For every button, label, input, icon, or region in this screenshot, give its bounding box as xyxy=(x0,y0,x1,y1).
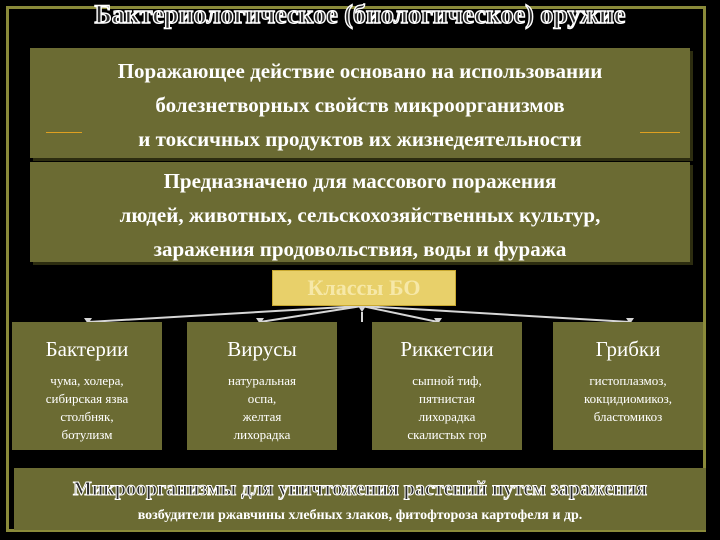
category-fungi xyxy=(553,322,703,450)
category-desc: гистоплазмоз, кокцидиомикоз, бластомикоз xyxy=(584,373,672,424)
page-title: Бактериологическое (биологическое) оружие xyxy=(94,0,626,29)
connector-bacteria xyxy=(88,306,362,322)
purpose-line: Предназначено для массового поражения xyxy=(163,169,557,193)
plant-pathogens-title: Микроорганизмы для уничтожения растений путем заражения xyxy=(72,478,648,500)
purpose-line: заражения продовольствия, воды и фуража xyxy=(153,237,567,261)
category-title: Бактерии xyxy=(45,337,129,361)
plant-pathogens-text: возбудители ржавчины хлебных злаков, фитофтороза картофеля и др. xyxy=(137,508,583,523)
category-title: Грибки xyxy=(595,337,661,361)
category-desc: сыпной тиф, пятнистая лихорадка скалистых гор xyxy=(407,373,487,442)
definition-line: болезнетворных свойств микроорганизмов xyxy=(155,93,565,117)
category-bacteria xyxy=(12,322,162,450)
category-viruses xyxy=(187,322,337,450)
kinds-label: Классы БО xyxy=(307,275,421,300)
category-desc: натуральная оспа, желтая лихорадка xyxy=(228,373,296,442)
category-title: Риккетсии xyxy=(400,337,494,361)
category-title: Вирусы xyxy=(227,337,297,361)
purpose-line: людей, животных, сельскохозяйственных культур, xyxy=(119,203,601,227)
definition-line: Поражающее действие основано на использовании xyxy=(117,59,603,83)
definition-line: и токсичных продуктов их жизнедеятельности xyxy=(138,127,582,151)
kinds-box xyxy=(272,270,456,306)
category-rickettsia xyxy=(372,322,522,450)
category-desc: чума, холера, сибирская язва столбняк, ботулизм xyxy=(45,373,129,442)
